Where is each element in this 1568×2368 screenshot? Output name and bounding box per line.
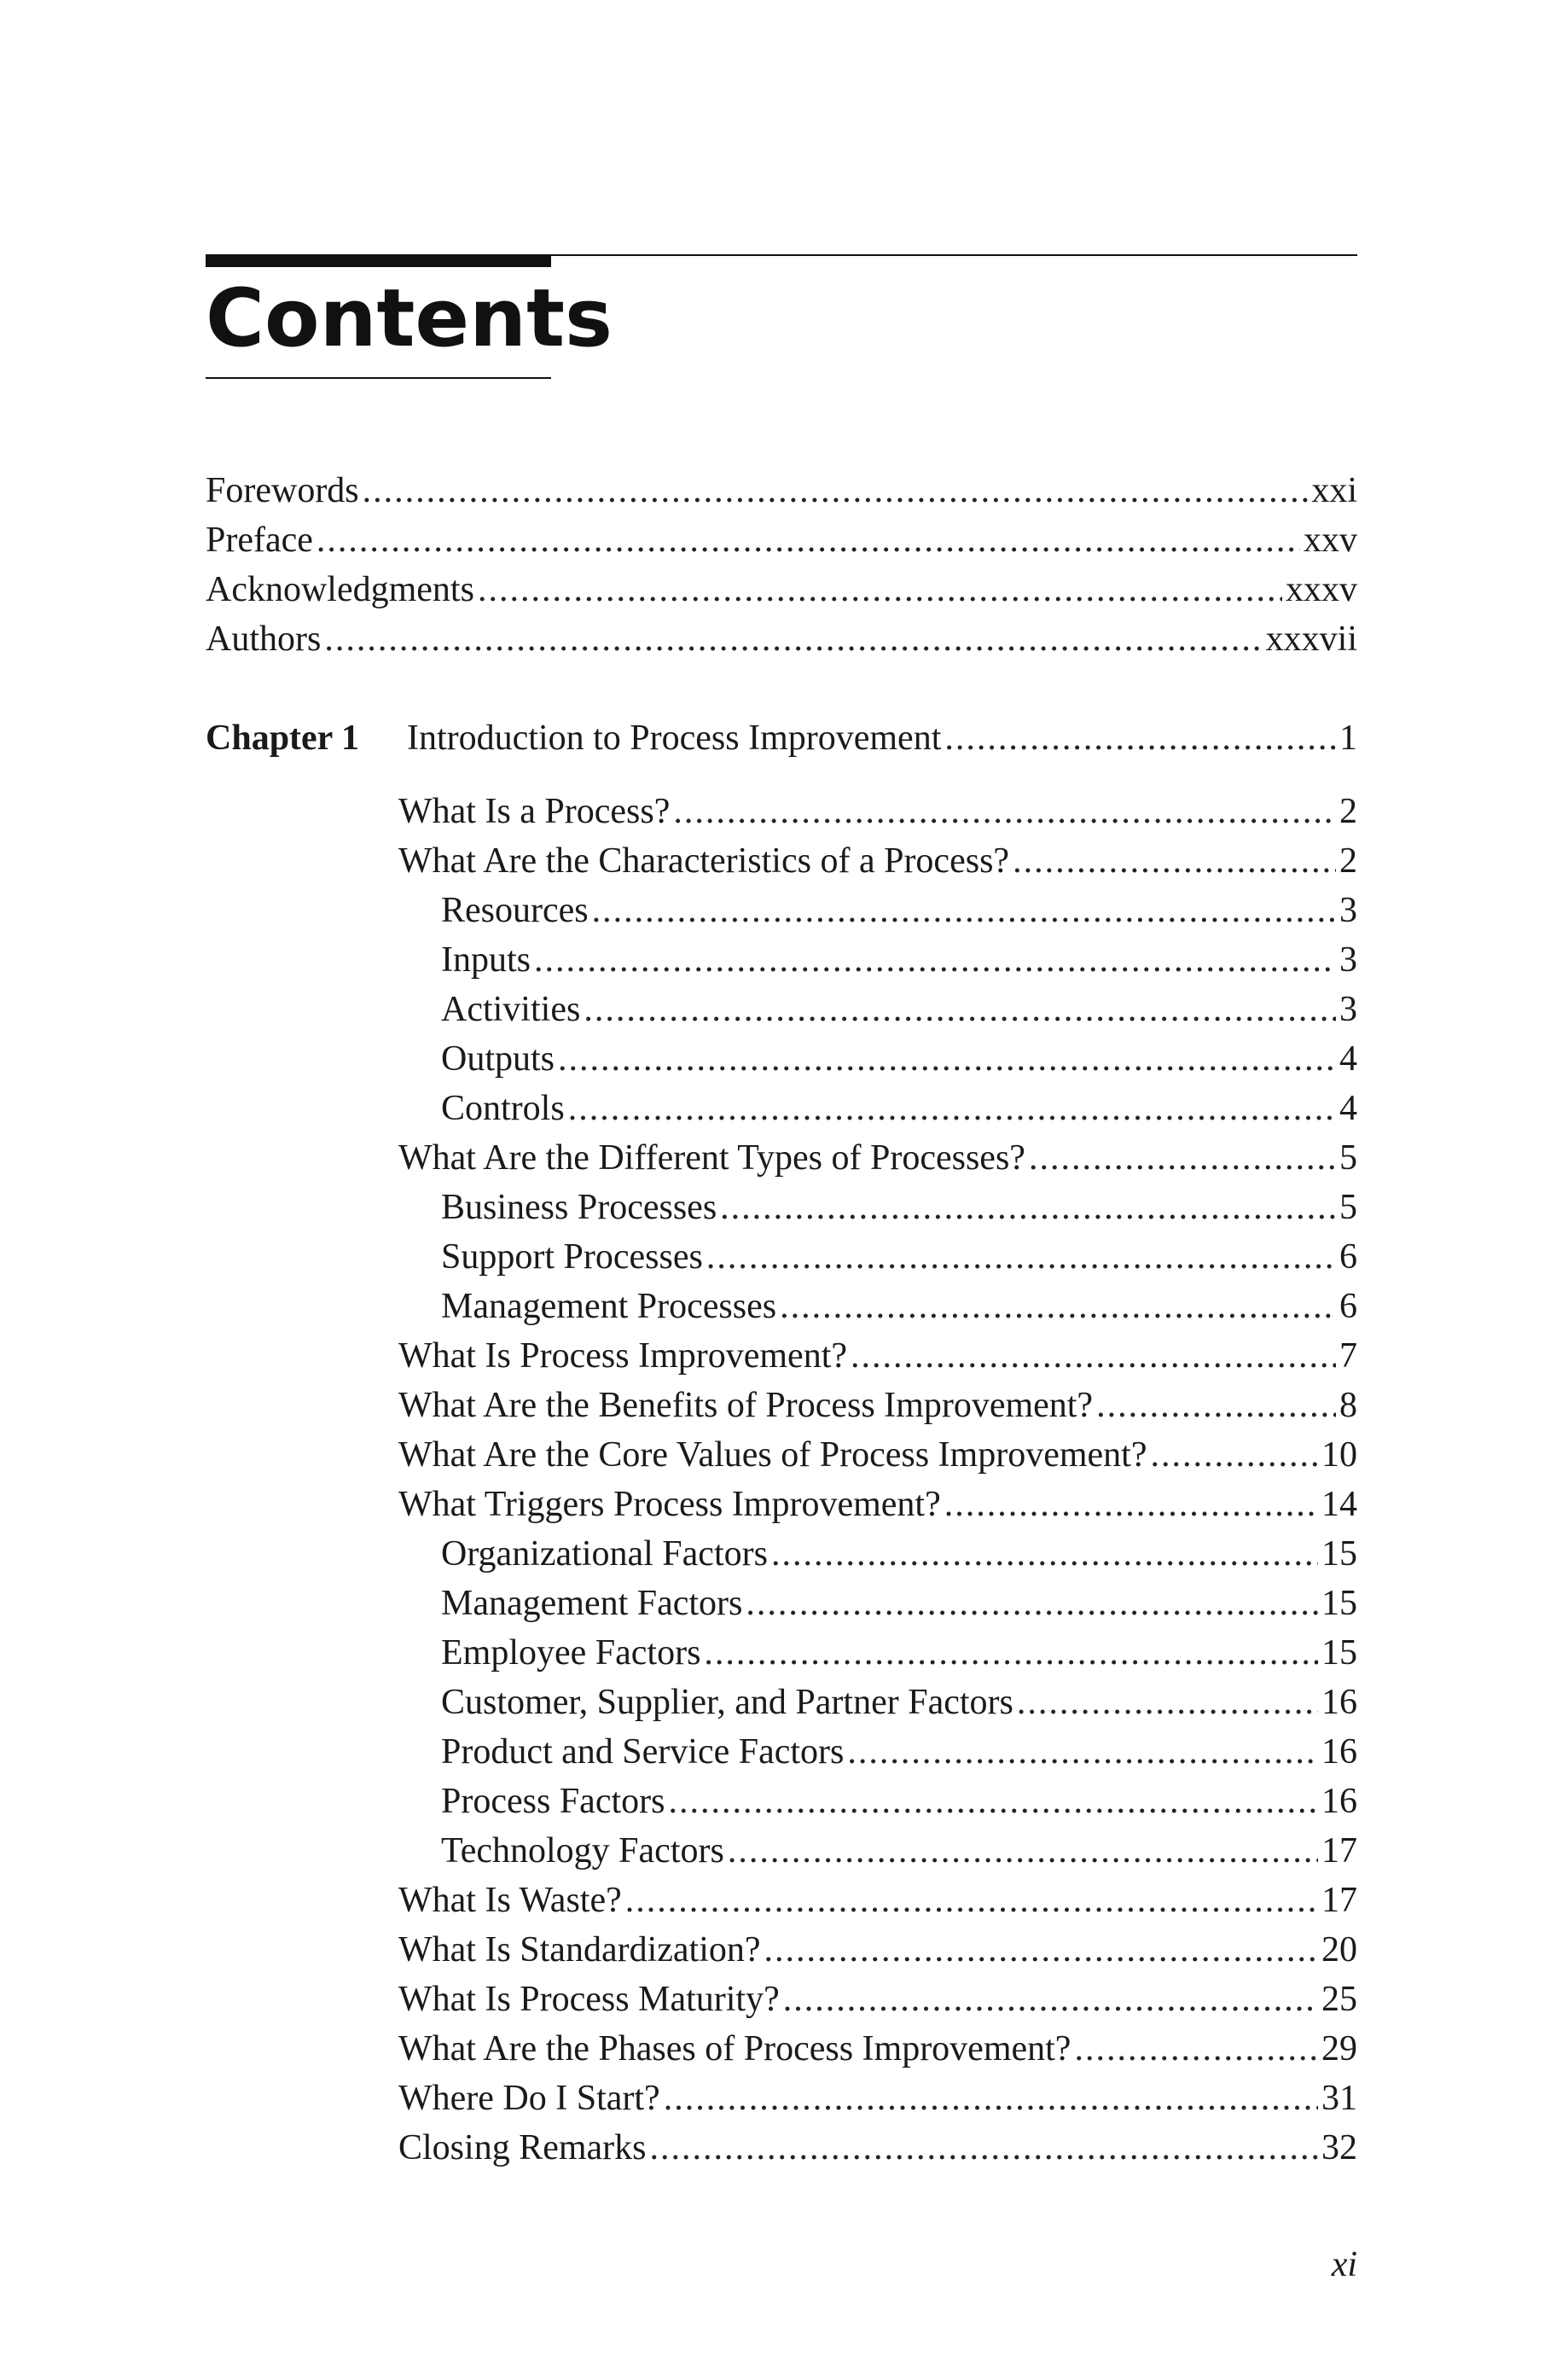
toc-entry-page: 10 bbox=[1321, 1435, 1357, 1475]
toc-entry-page: 20 bbox=[1321, 1930, 1357, 1969]
toc-entry-page: 3 bbox=[1339, 990, 1357, 1029]
toc-entry-label: Organizational Factors bbox=[441, 1534, 768, 1574]
toc-entry-page: 15 bbox=[1321, 1584, 1357, 1623]
toc-entry-label: Acknowledgments bbox=[206, 570, 474, 609]
toc-entry-label: Activities bbox=[441, 990, 581, 1029]
toc-entry-label: What Triggers Process Improvement? bbox=[398, 1485, 941, 1524]
toc-subentry[interactable] bbox=[441, 1727, 1357, 1777]
toc-entry[interactable] bbox=[398, 2024, 1357, 2074]
toc-entry-page: 2 bbox=[1339, 841, 1357, 881]
toc-entry-label: Forewords bbox=[206, 471, 359, 510]
toc-entry-page: 1 bbox=[1339, 719, 1357, 758]
toc-entry-page: 15 bbox=[1321, 1633, 1357, 1673]
dot-leader bbox=[764, 1925, 1318, 1975]
toc-entry-page: 6 bbox=[1339, 1287, 1357, 1326]
dot-leader bbox=[363, 466, 1309, 515]
toc-entry-label: Management Factors bbox=[441, 1584, 743, 1623]
chapter-label: Chapter 1 bbox=[206, 719, 360, 758]
toc-entry-page: 14 bbox=[1321, 1485, 1357, 1524]
dot-leader bbox=[746, 1579, 1318, 1628]
toc-entry-page: 17 bbox=[1321, 1831, 1357, 1871]
header-rule-thick bbox=[206, 254, 551, 267]
toc-entry-page: 3 bbox=[1339, 940, 1357, 980]
toc-entry-label: Preface bbox=[206, 521, 313, 560]
dot-leader bbox=[1074, 2024, 1318, 2074]
toc-entry-page: 3 bbox=[1339, 891, 1357, 930]
toc-entry-label: Support Processes bbox=[441, 1237, 703, 1277]
toc-entry-label: What Is Waste? bbox=[398, 1881, 622, 1920]
toc-chapter-title: Introduction to Process Improvement bbox=[407, 719, 942, 758]
toc-entry-page: xxi bbox=[1311, 471, 1357, 510]
dot-leader bbox=[706, 1232, 1336, 1282]
toc-entry-label: What Is Process Improvement? bbox=[398, 1336, 848, 1376]
toc-subentry[interactable] bbox=[441, 985, 1357, 1034]
toc-entry-label: Inputs bbox=[441, 940, 531, 980]
header-rule-thin bbox=[551, 254, 1357, 256]
toc-entry-page: 2 bbox=[1339, 792, 1357, 831]
toc-entry-page: 6 bbox=[1339, 1237, 1357, 1277]
dot-leader bbox=[558, 1034, 1336, 1084]
dot-leader bbox=[851, 1331, 1336, 1381]
toc-entry-label: Management Processes bbox=[441, 1287, 777, 1326]
toc-entry-page: 4 bbox=[1339, 1039, 1357, 1079]
toc-entry[interactable] bbox=[398, 1480, 1357, 1529]
toc-entry-label: Authors bbox=[206, 620, 322, 659]
toc-entry-page: 5 bbox=[1339, 1138, 1357, 1178]
toc-subentry[interactable] bbox=[441, 1183, 1357, 1232]
toc-subentry[interactable] bbox=[441, 1579, 1357, 1628]
toc-subentry[interactable] bbox=[441, 1628, 1357, 1678]
toc-entry-label: What Is Standardization? bbox=[398, 1930, 761, 1969]
toc-entry-authors[interactable] bbox=[206, 614, 1357, 664]
toc-subentry[interactable] bbox=[441, 1826, 1357, 1876]
toc-entry-page: 16 bbox=[1321, 1683, 1357, 1722]
toc-entry-label: Process Factors bbox=[441, 1782, 665, 1821]
dot-leader bbox=[324, 614, 1262, 664]
page-folio: xi bbox=[1331, 2245, 1357, 2284]
toc-entry[interactable] bbox=[398, 1975, 1357, 2024]
toc-entry-forewords[interactable] bbox=[206, 466, 1357, 515]
toc-entry-page: 7 bbox=[1339, 1336, 1357, 1376]
dot-leader bbox=[728, 1826, 1318, 1876]
toc-entry-page: 16 bbox=[1321, 1732, 1357, 1772]
toc-entry-page: 17 bbox=[1321, 1881, 1357, 1920]
toc-entry-label: Controls bbox=[441, 1089, 565, 1128]
toc-entry[interactable] bbox=[398, 2123, 1357, 2173]
toc-entry-page: 31 bbox=[1321, 2079, 1357, 2118]
toc-subentry[interactable] bbox=[441, 935, 1357, 985]
dot-leader bbox=[944, 1480, 1318, 1529]
toc-subentry[interactable] bbox=[441, 1777, 1357, 1826]
dot-leader bbox=[664, 2074, 1318, 2123]
dot-leader bbox=[1150, 1430, 1318, 1480]
toc-entry-page: 32 bbox=[1321, 2128, 1357, 2167]
page-title: Contents bbox=[206, 272, 613, 365]
toc-entry-page: xxv bbox=[1304, 521, 1357, 560]
toc-entry-label: Business Processes bbox=[441, 1188, 717, 1227]
toc-entry-page: 8 bbox=[1339, 1386, 1357, 1425]
dot-leader bbox=[847, 1727, 1318, 1777]
toc-entry-label: Customer, Supplier, and Partner Factors bbox=[441, 1683, 1013, 1722]
toc-subentry[interactable] bbox=[441, 1232, 1357, 1282]
toc-entry[interactable] bbox=[398, 1331, 1357, 1381]
toc-entry-label: Resources bbox=[441, 891, 589, 930]
toc-chapter-1[interactable] bbox=[407, 713, 1357, 763]
toc-entry[interactable] bbox=[398, 1133, 1357, 1183]
dot-leader bbox=[317, 515, 1300, 565]
toc-entry[interactable] bbox=[398, 1876, 1357, 1925]
dot-leader bbox=[783, 1975, 1318, 2024]
toc-entry-page: xxxvii bbox=[1265, 620, 1357, 659]
toc-entry-page: 15 bbox=[1321, 1534, 1357, 1574]
toc-entry-preface[interactable] bbox=[206, 515, 1357, 565]
dot-leader bbox=[650, 2123, 1319, 2173]
dot-leader bbox=[1013, 836, 1336, 886]
toc-entry-label: What Are the Benefits of Process Improvement? bbox=[398, 1386, 1094, 1425]
toc-entry-page: 4 bbox=[1339, 1089, 1357, 1128]
toc-entry-label: What Are the Phases of Process Improvement? bbox=[398, 2029, 1071, 2068]
toc-subentry[interactable] bbox=[441, 886, 1357, 935]
toc-entry[interactable] bbox=[398, 787, 1357, 836]
toc-entry-label: Product and Service Factors bbox=[441, 1732, 845, 1772]
toc-entry[interactable] bbox=[398, 2074, 1357, 2123]
dot-leader bbox=[668, 1777, 1318, 1826]
dot-leader bbox=[534, 935, 1336, 985]
toc-entry-label: Technology Factors bbox=[441, 1831, 724, 1871]
dot-leader bbox=[944, 713, 1336, 763]
toc-entry-label: Employee Factors bbox=[441, 1633, 701, 1673]
toc-entry-acknowledgments[interactable] bbox=[206, 565, 1357, 614]
toc-entry-label: Closing Remarks bbox=[398, 2128, 647, 2167]
toc-subentry[interactable] bbox=[441, 1034, 1357, 1084]
toc-entry[interactable] bbox=[398, 1430, 1357, 1480]
toc-entry-label: Outputs bbox=[441, 1039, 555, 1079]
dot-leader bbox=[704, 1628, 1318, 1678]
toc-entry[interactable] bbox=[398, 1925, 1357, 1975]
toc-entry-label: What Is a Process? bbox=[398, 792, 671, 831]
toc-entry-page: 25 bbox=[1321, 1980, 1357, 2019]
toc-subentry[interactable] bbox=[441, 1084, 1357, 1133]
dot-leader bbox=[780, 1282, 1336, 1331]
dot-leader bbox=[592, 886, 1336, 935]
dot-leader bbox=[771, 1529, 1318, 1579]
dot-leader bbox=[673, 787, 1336, 836]
dot-leader bbox=[568, 1084, 1336, 1133]
toc-subentry[interactable] bbox=[441, 1678, 1357, 1727]
toc-entry-label: What Is Process Maturity? bbox=[398, 1980, 780, 2019]
dot-leader bbox=[1029, 1133, 1336, 1183]
toc-entry-label: What Are the Different Types of Processes? bbox=[398, 1138, 1025, 1178]
toc-subentry[interactable] bbox=[441, 1529, 1357, 1579]
dot-leader bbox=[478, 565, 1282, 614]
toc-entry[interactable] bbox=[398, 836, 1357, 886]
toc-entry-label: What Are the Core Values of Process Improvement? bbox=[398, 1435, 1147, 1475]
toc-entry-page: 16 bbox=[1321, 1782, 1357, 1821]
dot-leader bbox=[1096, 1381, 1336, 1430]
dot-leader bbox=[1017, 1678, 1318, 1727]
toc-entry-label: Where Do I Start? bbox=[398, 2079, 660, 2118]
toc-entry-page: xxxv bbox=[1286, 570, 1357, 609]
dot-leader bbox=[584, 985, 1336, 1034]
toc-entry-page: 5 bbox=[1339, 1188, 1357, 1227]
toc-entry-page: 29 bbox=[1321, 2029, 1357, 2068]
toc-entry-label: What Are the Characteristics of a Process? bbox=[398, 841, 1010, 881]
title-underline bbox=[206, 377, 551, 379]
dot-leader bbox=[625, 1876, 1318, 1925]
toc-entry[interactable] bbox=[398, 1381, 1357, 1430]
dot-leader bbox=[720, 1183, 1336, 1232]
toc-subentry[interactable] bbox=[441, 1282, 1357, 1331]
